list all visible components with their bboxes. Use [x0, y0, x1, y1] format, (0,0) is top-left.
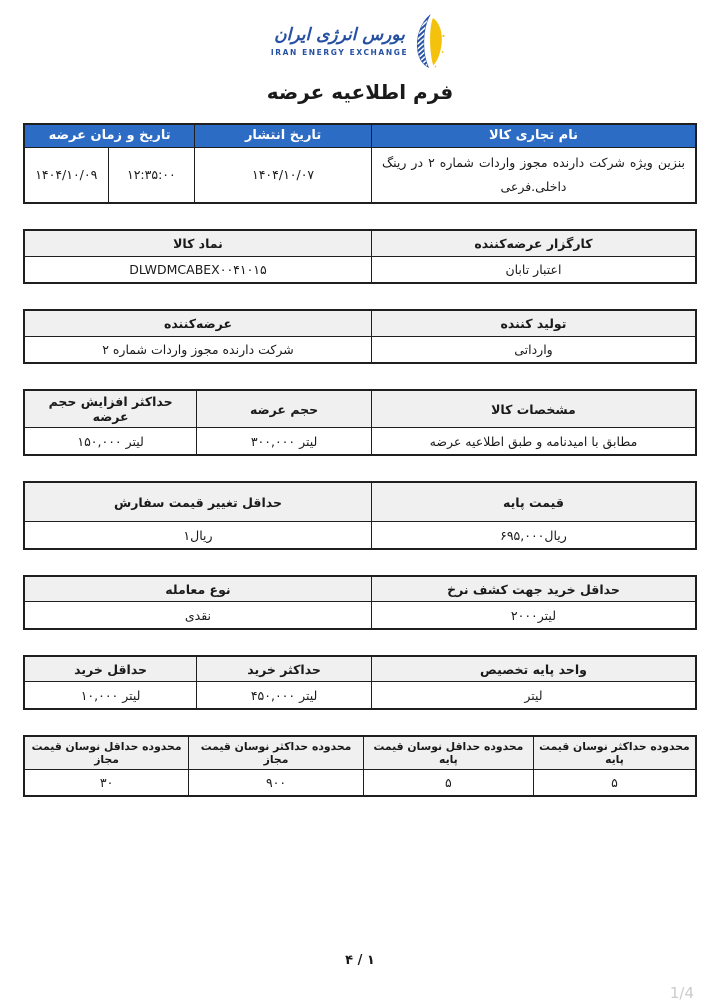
- header-cell: قیمت پایه: [371, 482, 696, 522]
- header-cell: حداقل خرید: [24, 656, 197, 682]
- value-cell: اعتبار تابان: [371, 256, 696, 283]
- header-row: [24, 482, 696, 522]
- value-cell: ۵: [533, 769, 696, 796]
- value-cell: لیتر ۱۵۰,۰۰۰: [24, 428, 197, 455]
- header-cell: کارگزار عرضه‌کننده: [371, 230, 696, 256]
- iex-logo-text: [271, 25, 408, 57]
- value-cell: ۵: [363, 769, 533, 796]
- value-cell: لیتر: [371, 682, 696, 709]
- page-watermark: 1/4: [669, 984, 694, 1002]
- price-fluctuation-table: [23, 735, 697, 798]
- header-row: [24, 576, 696, 602]
- value-cell: DLWDMCABEX۰۰۴۱۰۱۵: [24, 256, 371, 283]
- value-cell: بنزین ویژه شرکت دارنده مجوز واردات شماره ۲ در رینگ داخلی.فرعی: [371, 147, 696, 203]
- header-row: [24, 390, 696, 428]
- header-cell: واحد پایه تخصیص: [371, 656, 696, 682]
- header-row: [24, 124, 696, 147]
- producer-supplier-table: [23, 309, 697, 364]
- header-row: [24, 736, 696, 770]
- value-cell: شرکت دارنده مجوز واردات شماره ۲: [24, 336, 371, 363]
- header-cell: محدوده حداقل نوسان قیمت مجاز: [24, 736, 189, 770]
- value-cell: ۱۴۰۴/۱۰/۰۹: [24, 147, 108, 203]
- value-cell: ۱۴۰۴/۱۰/۰۷: [195, 147, 372, 203]
- header-cell: عرضه‌کننده: [24, 310, 371, 336]
- header-cell: محدوده حداکثر نوسان قیمت مجاز: [189, 736, 364, 770]
- header-cell: حداکثر خرید: [197, 656, 372, 682]
- page-number: ۴ / ۱: [345, 953, 375, 968]
- trade-type-table: [23, 575, 697, 630]
- value-cell: لیتر ۱۰,۰۰۰: [24, 682, 197, 709]
- header-cell: تولید کننده: [371, 310, 696, 336]
- tables-container: [0, 123, 720, 797]
- value-cell: ۳۰: [24, 769, 189, 796]
- value-cell: لیتر ۴۵۰,۰۰۰: [197, 682, 372, 709]
- offer-schedule-table: [23, 123, 697, 204]
- header-row: [24, 310, 696, 336]
- table-row: [24, 602, 696, 629]
- iex-logo-name-en: IRAN ENERGY EXCHANGE: [270, 48, 409, 57]
- value-cell: ریال۶۹۵,۰۰۰: [371, 522, 696, 549]
- header-cell: حجم عرضه: [197, 390, 372, 428]
- header-cell: محدوده حداکثر نوسان قیمت پایه: [533, 736, 696, 770]
- form-title: فرم اطلاعیه عرضه: [266, 80, 454, 104]
- iex-logo-name-fa: بورس انرژی ایران: [274, 25, 405, 45]
- value-cell: ۱۲:۳۵:۰۰: [108, 147, 195, 203]
- header-cell: مشخصات کالا: [371, 390, 696, 428]
- value-cell: وارداتی: [371, 336, 696, 363]
- specs-volume-table: [23, 389, 697, 456]
- header-cell: حداکثر افزایش حجم عرضه: [24, 390, 197, 428]
- table-row: [24, 428, 696, 455]
- header-row: [24, 230, 696, 256]
- header-cell: نام تجاری کالا: [371, 124, 696, 147]
- value-cell: ۹۰۰: [189, 769, 364, 796]
- table-row: [24, 336, 696, 363]
- iex-logo-icon: [415, 12, 449, 70]
- value-cell: ریال۱: [24, 522, 371, 549]
- table-row: [24, 256, 696, 283]
- header-cell: نماد کالا: [24, 230, 371, 256]
- value-cell: لیتر ۳۰۰,۰۰۰: [197, 428, 372, 455]
- broker-symbol-table: [23, 229, 697, 284]
- header-cell: حداقل خرید جهت کشف نرخ: [371, 576, 696, 602]
- header-row: [24, 656, 696, 682]
- header-cell: حداقل تغییر قیمت سفارش: [24, 482, 371, 522]
- table-row: [24, 147, 696, 203]
- table-row: [24, 522, 696, 549]
- value-cell: نقدی: [24, 602, 371, 629]
- header-cell: تاریخ و زمان عرضه: [24, 124, 195, 147]
- header-cell: محدوده حداقل نوسان قیمت پایه: [363, 736, 533, 770]
- iex-logo: [0, 0, 720, 70]
- table-row: [24, 769, 696, 796]
- value-cell: مطابق با امیدنامه و طبق اطلاعیه عرضه: [371, 428, 696, 455]
- purchase-limits-table: [23, 655, 697, 710]
- value-cell: لیتر۲۰۰۰: [371, 602, 696, 629]
- header-cell: تاریخ انتشار: [195, 124, 372, 147]
- header-cell: نوع معامله: [24, 576, 371, 602]
- base-price-table: [23, 481, 697, 550]
- table-row: [24, 682, 696, 709]
